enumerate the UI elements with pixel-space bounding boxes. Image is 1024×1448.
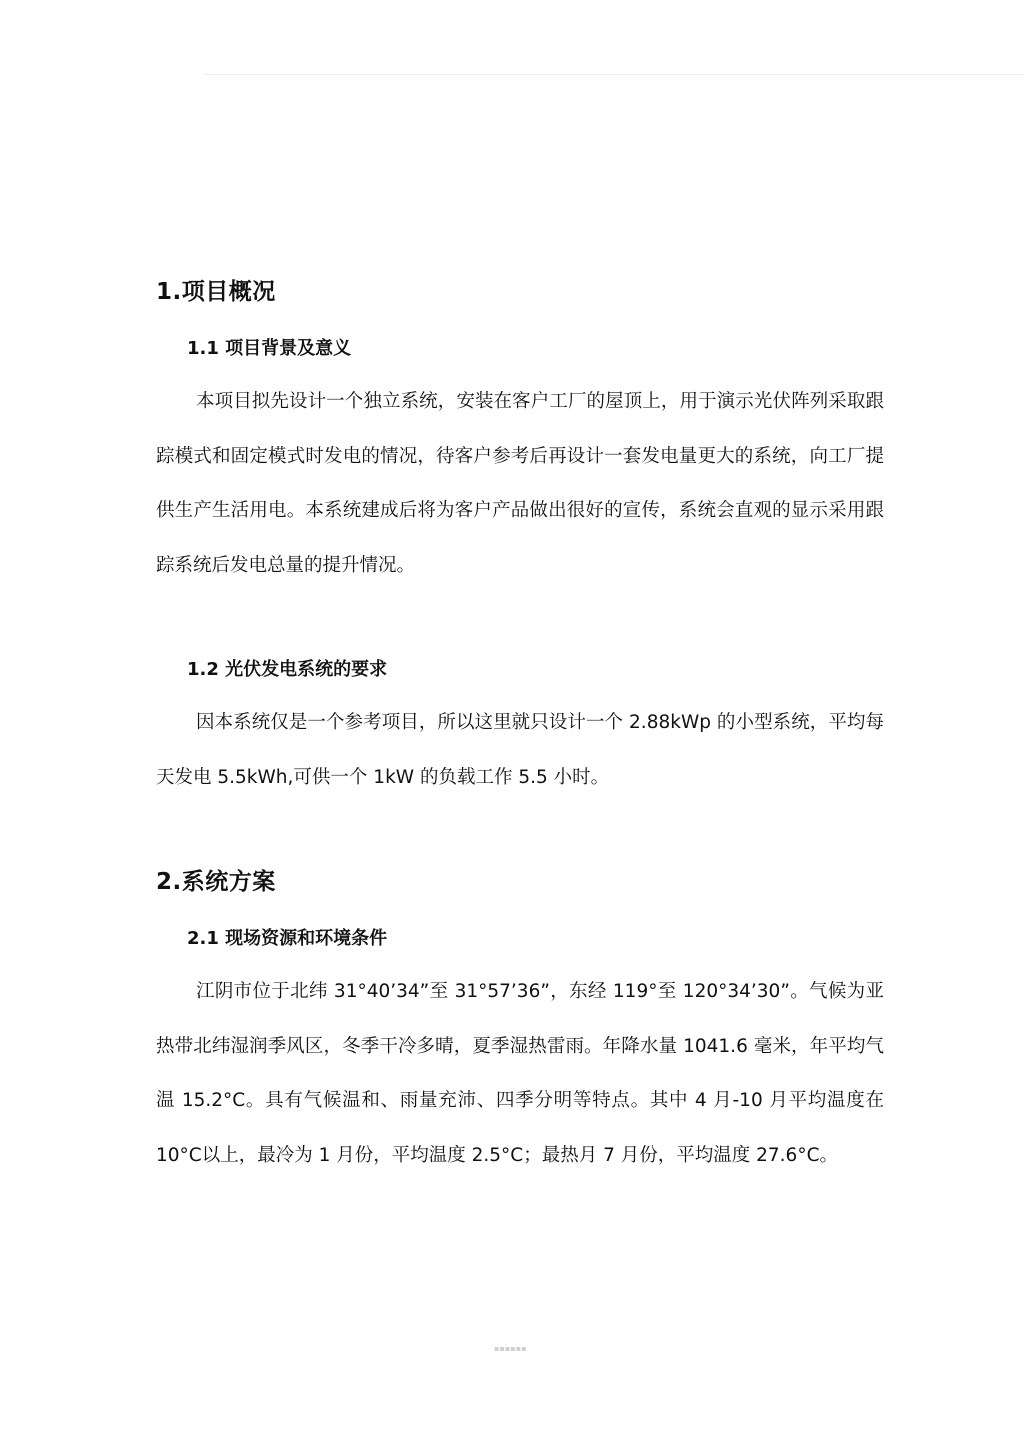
header-rule <box>205 74 1024 75</box>
subsection-1-2-heading: 1.2 光伏发电系统的要求 <box>187 659 388 680</box>
subsection-1-1-paragraph: 本项目拟先设计一个独立系统，安装在客户工厂的屋顶上，用于演示光伏阵列采取跟踪模式和固定模式时发电的情况，待客户参考后再设计一套发电量更大的系统，向工厂提供生产生活用电。本系统建成后将为客户产品做出很好的宣传，系统会直观的显示采用跟踪系统后发电总量的提升情况。 <box>156 391 884 576</box>
subsection-1-1-heading: 1.1 项目背景及意义 <box>187 338 352 359</box>
subsection-1-2-paragraph: 因本系统仅是一个参考项目，所以这里就只设计一个 2.88kWp 的小型系统，平均每天发电 5.5kWh,可供一个 1kW 的负载工作 5.5 小时。 <box>156 712 884 788</box>
subsection-2-1-heading: 2.1 现场资源和环境条件 <box>187 928 388 949</box>
footer-watermark: ▪▪▪▪▪▪ <box>494 1344 527 1353</box>
section-1-heading: 1.项目概况 <box>156 279 276 305</box>
section-2-heading: 2.系统方案 <box>156 869 276 895</box>
subsection-2-1-paragraph: 江阴市位于北纬 31°40’34”至 31°57’36”，东经 119°至 120°34’30”。气候为亚热带北纬湿润季风区，冬季干冷多晴，夏季湿热雷雨。年降水量 1041.6 毫米，年平均气温 15.2°C。具有气候温和、雨量充沛、四季分明等特点。其中 4 月-10 月平均温度在 10°C以上，最冷为 1 月份，平均温度 2.5°C；最热月 7 月份，平均温度 27.6°C。 <box>156 981 884 1166</box>
